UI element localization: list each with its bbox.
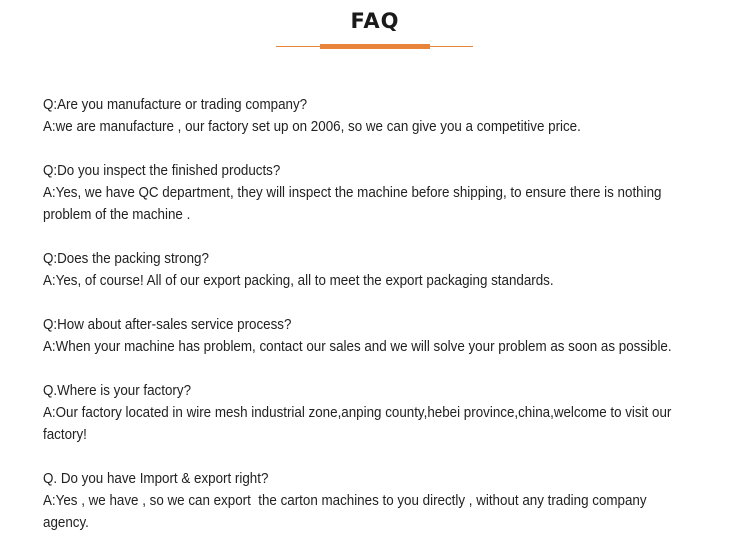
faq-answer-continued: factory! (43, 427, 87, 443)
faq-answer-continued: problem of the machine . (43, 207, 191, 223)
faq-question: Q:How about after-sales service process? (43, 317, 292, 333)
faq-item (43, 248, 723, 292)
faq-item (43, 314, 723, 358)
faq-item (43, 94, 723, 138)
faq-answer: A:Yes, of course! All of our export packing, all to meet the export packaging standards. (43, 273, 554, 289)
faq-answer-continued: agency. (43, 515, 89, 531)
faq-item (43, 380, 723, 446)
faq-answer: A:we are manufacture , our factory set up on 2006, so we can give you a competitive price. (43, 119, 581, 135)
faq-item (43, 468, 723, 534)
faq-question: Q. Do you have Import & export right? (43, 471, 269, 487)
faq-answer: A:Our factory located in wire mesh industrial zone,anping county,hebei province,china,welcome to visit our (43, 405, 672, 421)
title-divider-accent (320, 44, 430, 49)
faq-item (43, 160, 723, 226)
faq-question: Q:Are you manufacture or trading company? (43, 97, 308, 113)
faq-question: Q:Does the packing strong? (43, 251, 209, 267)
faq-answer: A:Yes, we have QC department, they will inspect the machine before shipping, to ensure there is nothing (43, 185, 662, 201)
faq-answer: A:Yes , we have , so we can export the carton machines to you directly , without any trading company (43, 493, 647, 509)
faq-question: Q.Where is your factory? (43, 383, 192, 399)
faq-question: Q:Do you inspect the finished products? (43, 163, 281, 179)
faq-list (43, 94, 723, 556)
faq-answer: A:When your machine has problem, contact our sales and we will solve your problem as soon as possible. (43, 339, 672, 355)
page-title: FAQ (350, 9, 400, 33)
faq-header (0, 0, 750, 60)
